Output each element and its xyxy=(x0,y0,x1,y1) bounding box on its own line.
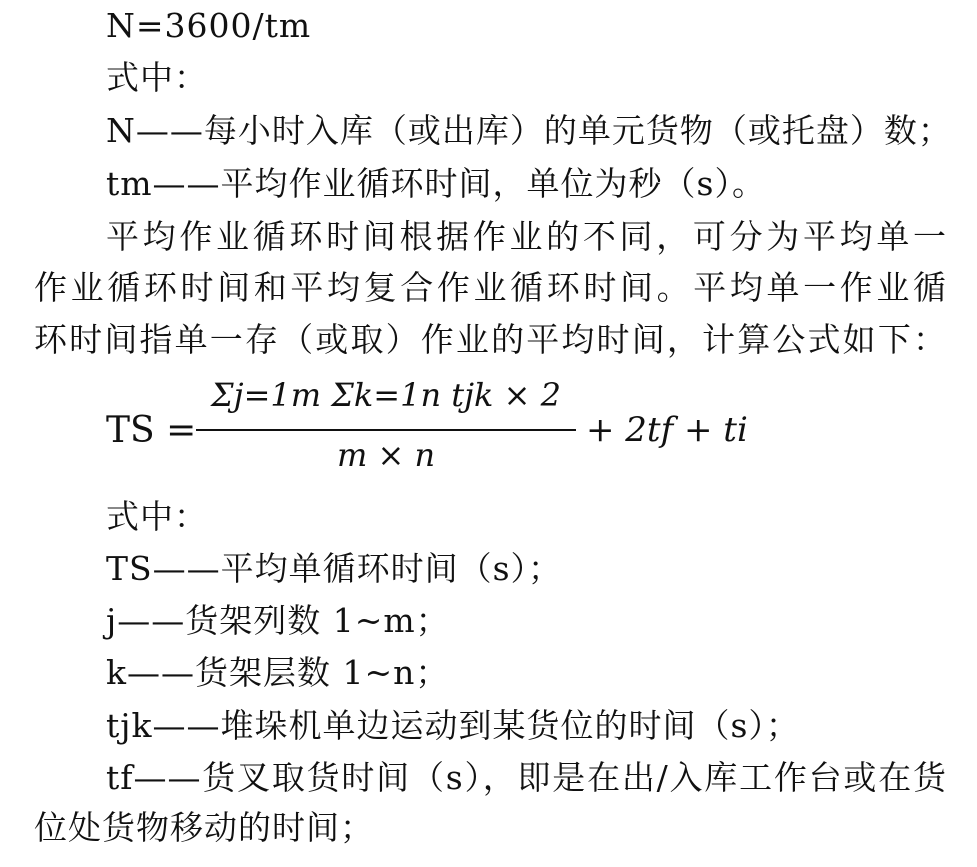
formula-rhs: + 2tf + ti xyxy=(586,410,748,450)
definition-n xyxy=(106,111,952,151)
paragraph-line-2 xyxy=(34,268,947,308)
formula-numerator: Σj=1m Σk=1n tjk × 2 xyxy=(211,376,561,414)
paragraph-line-3-text: 环时间指单一存（或取）作业的平均时间，计算公式如下： xyxy=(34,320,947,359)
formula-n-text: N=3600/tm xyxy=(106,6,312,45)
formula-n xyxy=(106,6,947,46)
definition-tf-line-2-text: 位处货物移动的时间； xyxy=(34,808,374,847)
definition-tf-line-1 xyxy=(106,758,947,798)
definition-j-text: j——货架列数 1~m； xyxy=(106,601,450,640)
definition-tm xyxy=(106,164,947,204)
definition-n-text: N——每小时入库（或出库）的单元货物（或托盘）数； xyxy=(106,111,952,150)
where-label-1 xyxy=(106,58,947,98)
fraction-bar xyxy=(196,429,576,431)
where-label-2 xyxy=(106,497,947,537)
definition-k xyxy=(106,653,947,693)
definition-tf-line-1-text: tf——货叉取货时间（s），即是在出/入库工作台或在货 xyxy=(106,758,947,797)
formula-lhs: TS = xyxy=(106,410,197,451)
where-label-text: 式中： xyxy=(106,58,208,97)
definition-j xyxy=(106,601,947,641)
paragraph-line-3 xyxy=(34,320,947,360)
definition-k-text: k——货架层数 1~n； xyxy=(106,653,450,692)
definition-tm-text: tm——平均作业循环时间，单位为秒（s）。 xyxy=(106,164,766,203)
paragraph-line-1-text: 平均作业循环时间根据作业的不同，可分为平均单一 xyxy=(106,217,947,256)
paragraph-line-2-text: 作业循环时间和平均复合作业循环时间。平均单一作业循 xyxy=(34,268,947,307)
paragraph-line-1 xyxy=(106,217,947,257)
formula-fraction xyxy=(196,372,576,482)
definition-tf-line-2 xyxy=(34,808,947,848)
definition-tjk xyxy=(106,706,947,746)
definition-ts-text: TS——平均单循环时间（s）； xyxy=(106,549,563,588)
definition-ts xyxy=(106,549,947,589)
definition-tjk-text: tjk——堆垛机单边运动到某货位的时间（s）； xyxy=(106,706,800,745)
where-label-2-text: 式中： xyxy=(106,497,208,536)
formula-denominator: m × n xyxy=(336,436,436,474)
